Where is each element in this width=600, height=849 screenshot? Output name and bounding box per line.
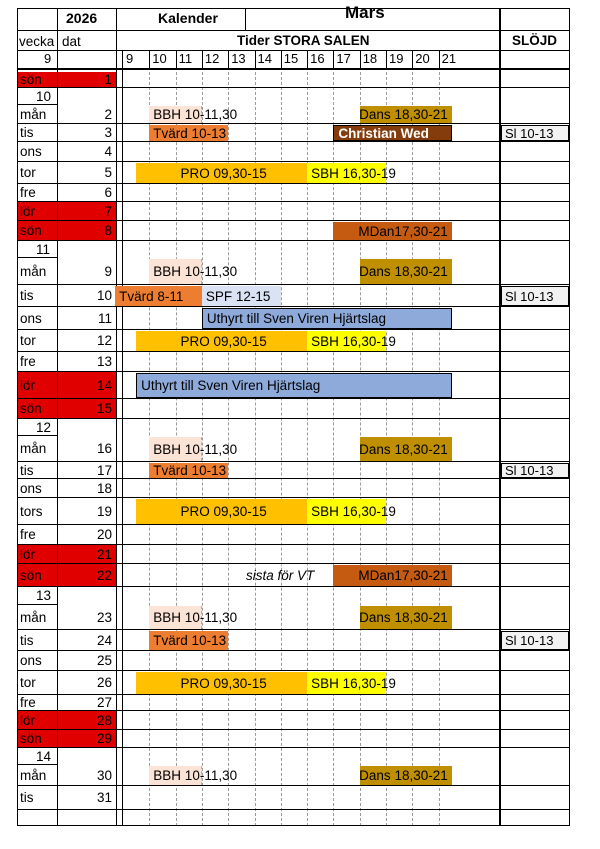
event-block: Tvärd 10-13 bbox=[149, 631, 228, 650]
hour-label: 21 bbox=[441, 51, 457, 66]
grid-line bbox=[17, 497, 569, 498]
slojd-booking: Sl 10-13 bbox=[501, 125, 569, 141]
date-number: 9 bbox=[104, 263, 112, 279]
grid-line bbox=[412, 50, 413, 68]
event-block: SBH 16,30-19 bbox=[307, 331, 386, 351]
hour-label: 10 bbox=[152, 51, 167, 66]
hour-label: 12 bbox=[204, 51, 220, 66]
day-name: lör bbox=[20, 377, 36, 393]
grid-line bbox=[116, 8, 117, 826]
grid-line bbox=[17, 825, 569, 826]
date-number: 17 bbox=[96, 462, 112, 478]
grid-line bbox=[245, 8, 246, 30]
date-number: 29 bbox=[96, 731, 112, 746]
date-number: 20 bbox=[96, 527, 112, 542]
date-number: 12 bbox=[96, 333, 112, 348]
event-block: Uthyrt till Sven Viren Hjärtslag bbox=[202, 308, 452, 329]
date-number: 13 bbox=[96, 354, 112, 369]
date-number: 22 bbox=[96, 567, 112, 583]
day-name: tis bbox=[20, 125, 34, 140]
date-number: 16 bbox=[96, 441, 112, 456]
grid-line bbox=[17, 461, 569, 462]
grid-line bbox=[17, 524, 569, 525]
grid-line bbox=[17, 183, 569, 184]
grid-line bbox=[17, 747, 569, 748]
event-block: Dans 18,30-21 bbox=[360, 259, 452, 284]
week-number: 9 bbox=[44, 51, 52, 66]
grid-line bbox=[17, 418, 569, 419]
day-name: sön bbox=[20, 401, 42, 416]
event-block: BBH 10-11,30 bbox=[149, 766, 202, 785]
day-name: fre bbox=[20, 185, 36, 200]
grid-line bbox=[17, 141, 569, 142]
grid-line bbox=[17, 68, 569, 70]
year-label: 2026 bbox=[66, 10, 98, 26]
hour-label: 14 bbox=[257, 51, 272, 66]
day-name: fre bbox=[20, 527, 36, 542]
grid-line bbox=[17, 257, 57, 258]
day-name: fre bbox=[20, 695, 36, 710]
grid-line bbox=[17, 764, 57, 765]
hour-label: 11 bbox=[178, 51, 193, 66]
hour-label: 18 bbox=[362, 51, 378, 66]
date-number: 23 bbox=[96, 609, 112, 625]
slojd-booking: Sl 10-13 bbox=[501, 631, 569, 650]
grid-line bbox=[17, 123, 569, 124]
event-block: MDan17,30-21 bbox=[333, 222, 451, 240]
grid-line bbox=[202, 50, 203, 68]
date-number: 10 bbox=[96, 288, 112, 303]
date-number: 24 bbox=[96, 632, 112, 648]
day-name: tor bbox=[20, 675, 36, 690]
day-name: tors bbox=[20, 503, 43, 519]
day-name: mån bbox=[20, 263, 47, 279]
grid-line bbox=[17, 586, 569, 587]
calendar-label: Kalender bbox=[158, 10, 218, 26]
date-number: 15 bbox=[96, 401, 112, 416]
day-name: fre bbox=[20, 354, 36, 369]
day-name: ons bbox=[20, 144, 42, 159]
event-block: MDan17,30-21 bbox=[333, 565, 451, 586]
week-number: 14 bbox=[36, 748, 52, 764]
date-number: 18 bbox=[96, 480, 112, 496]
hour-label: 9 bbox=[126, 51, 134, 66]
slojd-booking: Sl 10-13 bbox=[501, 286, 569, 306]
week-number: 12 bbox=[36, 419, 52, 435]
event-block: BBH 10-11,30 bbox=[149, 437, 202, 461]
date-number: 8 bbox=[104, 223, 112, 238]
date-number: 21 bbox=[96, 546, 112, 562]
day-name: sön bbox=[20, 731, 42, 746]
grid-line bbox=[17, 240, 569, 241]
event-block: PRO 09,30-15 bbox=[136, 163, 307, 183]
grid-line bbox=[360, 50, 361, 68]
day-name: tis bbox=[20, 462, 34, 478]
grid-line bbox=[281, 50, 282, 68]
day-name: mån bbox=[20, 767, 47, 783]
grid-line bbox=[17, 87, 569, 88]
event-block: PRO 09,30-15 bbox=[136, 499, 307, 524]
event-block: PRO 09,30-15 bbox=[136, 672, 307, 694]
day-name: lör bbox=[20, 203, 36, 219]
event-block: BBH 10-11,30 bbox=[149, 259, 202, 284]
grid-line bbox=[17, 435, 57, 436]
hall-title: Tider STORA SALEN bbox=[237, 33, 370, 48]
dat-label: dat bbox=[62, 34, 81, 49]
grid-line bbox=[17, 809, 569, 810]
grid-line bbox=[17, 8, 569, 9]
grid-line bbox=[17, 351, 569, 352]
day-name: sön bbox=[20, 72, 42, 87]
date-number: 7 bbox=[104, 203, 112, 219]
day-name: tor bbox=[20, 333, 36, 348]
grid-line bbox=[17, 30, 569, 31]
hour-label: 16 bbox=[310, 51, 325, 66]
grid-line bbox=[17, 785, 569, 786]
day-name: tis bbox=[20, 790, 34, 805]
hour-label: 15 bbox=[283, 51, 299, 66]
slojd-title: SLÖJD bbox=[512, 33, 558, 48]
grid-line bbox=[149, 50, 150, 68]
date-number: 11 bbox=[97, 310, 112, 326]
day-name: ons bbox=[20, 480, 42, 496]
event-block: SBH 16,30-19 bbox=[307, 672, 386, 694]
day-name: tis bbox=[20, 632, 34, 648]
event-block: BBH 10-11,30 bbox=[149, 106, 202, 123]
day-name: mån bbox=[20, 441, 47, 456]
date-number: 30 bbox=[96, 767, 112, 783]
date-number: 4 bbox=[104, 144, 112, 159]
grid-line bbox=[17, 161, 569, 162]
event-block: Uthyrt till Sven Viren Hjärtslag bbox=[136, 373, 452, 398]
hour-label: 19 bbox=[389, 51, 404, 66]
day-name: ons bbox=[20, 310, 42, 326]
day-name: lör bbox=[20, 712, 36, 728]
grid-line bbox=[17, 104, 57, 105]
day-name: sön bbox=[20, 223, 42, 238]
hour-gridline bbox=[281, 72, 282, 826]
event-block: Tvärd 8-11 bbox=[115, 286, 202, 306]
day-name: lör bbox=[20, 546, 36, 562]
hour-label: 13 bbox=[231, 51, 246, 66]
day-name: tis bbox=[20, 288, 34, 303]
event-block: Dans 18,30-21 bbox=[360, 606, 452, 629]
date-number: 31 bbox=[96, 790, 112, 805]
grid-line bbox=[17, 604, 57, 605]
event-block: Dans 18,30-21 bbox=[360, 106, 452, 123]
week-number: 11 bbox=[36, 241, 51, 257]
date-number: 28 bbox=[96, 712, 112, 728]
grid-line bbox=[307, 50, 308, 68]
event-block: BBH 10-11,30 bbox=[149, 606, 202, 629]
date-number: 1 bbox=[104, 72, 112, 87]
grid-line bbox=[386, 50, 387, 68]
hour-label: 20 bbox=[415, 51, 430, 66]
grid-line bbox=[439, 50, 440, 68]
grid-line bbox=[17, 329, 569, 330]
event-block: Dans 18,30-21 bbox=[360, 437, 452, 461]
date-number: 6 bbox=[104, 185, 112, 200]
hour-gridline bbox=[307, 72, 308, 826]
grid-line bbox=[176, 50, 177, 68]
month-title: Mars bbox=[345, 3, 385, 22]
event-block: SPF 12-15 bbox=[202, 286, 281, 306]
date-number: 19 bbox=[96, 503, 112, 519]
day-name: ons bbox=[20, 653, 42, 668]
date-number: 26 bbox=[96, 675, 112, 690]
event-block: SBH 16,30-19 bbox=[307, 499, 386, 524]
hour-gridline bbox=[333, 72, 334, 826]
week-number: 13 bbox=[36, 588, 52, 603]
grid-line bbox=[17, 670, 569, 671]
event-block: Tvärd 10-13 bbox=[149, 463, 228, 478]
date-number: 14 bbox=[96, 377, 112, 393]
grid-line bbox=[569, 8, 570, 826]
date-number: 25 bbox=[96, 653, 112, 668]
event-block: Tvärd 10-13 bbox=[149, 125, 228, 141]
event-block: Dans 18,30-21 bbox=[360, 766, 452, 785]
date-number: 5 bbox=[104, 165, 112, 180]
hour-label: 17 bbox=[336, 51, 351, 66]
day-name: mån bbox=[20, 609, 47, 625]
event-block: SBH 16,30-19 bbox=[307, 163, 386, 183]
grid-line bbox=[228, 50, 229, 68]
date-number: 2 bbox=[104, 106, 112, 122]
week-number: 10 bbox=[36, 88, 52, 104]
grid-line bbox=[17, 478, 569, 479]
day-name: sön bbox=[20, 567, 42, 583]
grid-line bbox=[17, 284, 569, 285]
hour-gridline bbox=[255, 72, 256, 826]
grid-line bbox=[333, 50, 334, 68]
grid-line bbox=[255, 50, 256, 68]
day-name: mån bbox=[20, 106, 47, 122]
event-block: Christian Wed bbox=[333, 125, 451, 141]
vecka-label: vecka bbox=[19, 34, 55, 49]
grid-line bbox=[17, 629, 569, 630]
season-note: sista för VT bbox=[246, 567, 315, 583]
grid-line bbox=[17, 650, 569, 651]
day-name: tor bbox=[20, 165, 36, 180]
date-number: 27 bbox=[96, 695, 112, 710]
event-block: PRO 09,30-15 bbox=[136, 331, 307, 351]
date-number: 3 bbox=[104, 125, 112, 140]
slojd-booking: Sl 10-13 bbox=[501, 463, 569, 478]
grid-line bbox=[17, 306, 569, 307]
